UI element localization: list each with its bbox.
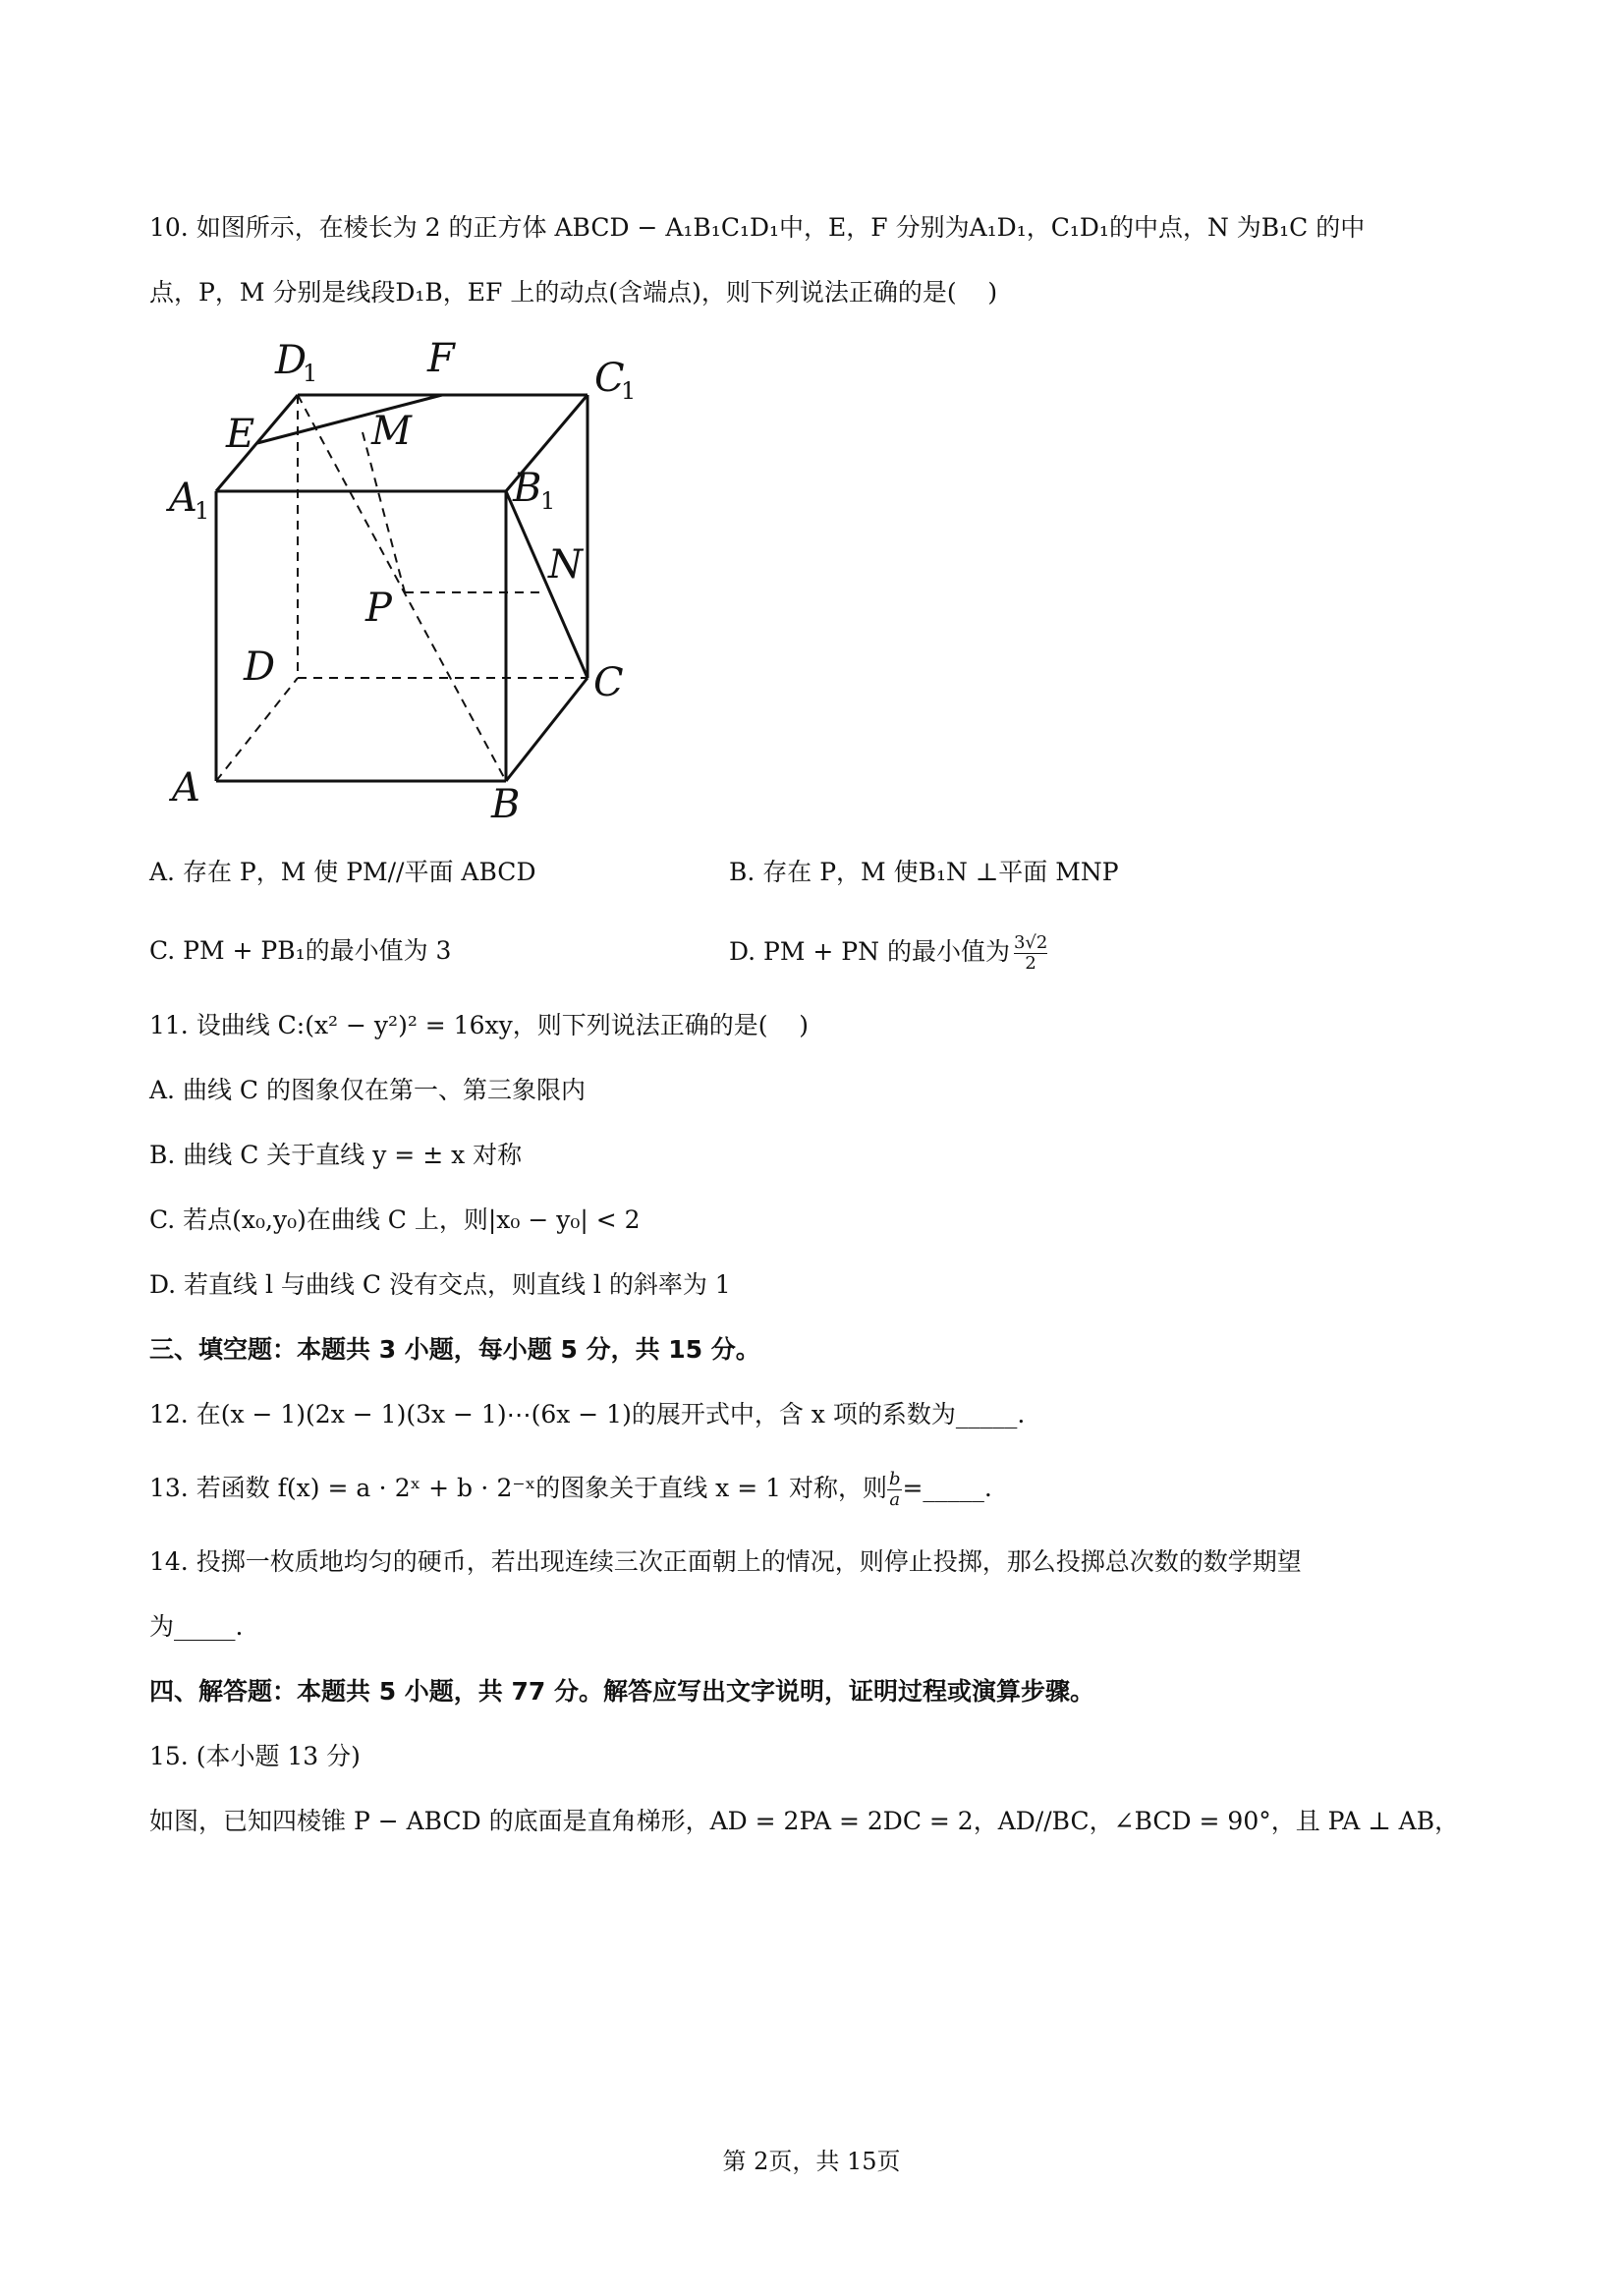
q10-stem-line2: 点，P，M 分别是线段D₁B，EF 上的动点(含端点)，则下列说法正确的是( ) — [149, 278, 998, 307]
label-d1-sub: 1 — [303, 360, 318, 387]
q13-fraction: $\frac{b}{a}$ — [888, 1469, 901, 1510]
label-e: E — [226, 412, 255, 457]
label-d1: D — [275, 338, 308, 383]
q15-header: 15. (本小题 13 分) — [149, 1742, 361, 1770]
q11-option-b: B. 曲线 C 关于直线 y = ± x 对称 — [149, 1141, 523, 1169]
label-b: B — [491, 782, 521, 825]
label-a1: A — [169, 476, 197, 521]
label-p: P — [365, 586, 392, 631]
q11-stem: 11. 设曲线 C:(x² − y²)² = 16xy，则下列说法正确的是( ) — [149, 1011, 810, 1039]
q15-line1: 如图，已知四棱锥 P − ABCD 的底面是直角梯形，AD = 2PA = 2DC = 2，AD//BC，∠BCD = 90°，且 PA ⊥ AB， — [149, 1807, 1460, 1835]
section4-heading: 四、解答题：本题共 5 小题，共 77 分。解答应写出文字说明，证明过程或演算步骤。 — [149, 1677, 1095, 1706]
label-b1-sub: 1 — [540, 487, 556, 515]
label-m: M — [371, 409, 412, 454]
q12: 12. 在(x − 1)(2x − 1)(3x − 1)⋯(6x − 1)的展开式中，含 x 项的系数为_____. — [149, 1400, 1026, 1428]
edge-bc — [506, 678, 588, 781]
cube-figure — [157, 334, 648, 825]
q11-option-a: A. 曲线 C 的图象仅在第一、第三象限内 — [149, 1076, 586, 1104]
q10-option-c: C. PM + PB₁的最小值为 3 — [149, 936, 452, 965]
q10-option-d: D. PM + PN 的最小值为 $\frac{3√2}{2}$ — [729, 932, 1048, 974]
label-c1: C — [594, 356, 625, 401]
page-footer: 第 2页，共 15页 — [722, 2148, 901, 2175]
q11-option-d: D. 若直线 l 与曲线 C 没有交点，则直线 l 的斜率为 1 — [149, 1270, 731, 1299]
label-a1-sub: 1 — [195, 497, 210, 525]
q10-stem-line1: 10. 如图所示，在棱长为 2 的正方体 ABCD − A₁B₁C₁D₁中，E，F 分别为A₁D₁，C₁D₁的中点，N 为B₁C 的中 — [149, 213, 1366, 242]
label-d: D — [244, 644, 276, 690]
q13: 13. 若函数 f(x) = a ⋅ 2ˣ + b ⋅ 2⁻ˣ的图象关于直线 x = 1 对称，则 $\frac{b}{a}$ =_____. — [149, 1469, 992, 1510]
segment-ef — [257, 395, 442, 443]
label-b1: B — [513, 466, 542, 511]
label-n: N — [548, 542, 583, 588]
segment-mp-dashed — [363, 432, 405, 592]
label-f: F — [427, 336, 455, 381]
q14-line1: 14. 投掷一枚质地均匀的硬币，若出现连续三次正面朝上的情况，则停止投掷，那么投掷总次数的数学期望 — [149, 1547, 1302, 1576]
label-a: A — [172, 765, 200, 811]
q10-option-a: A. 存在 P，M 使 PM//平面 ABCD — [149, 858, 536, 886]
label-c: C — [593, 660, 624, 705]
q11-option-c: C. 若点(x₀,y₀)在曲线 C 上，则|x₀ − y₀| < 2 — [149, 1205, 641, 1234]
section3-heading: 三、填空题：本题共 3 小题，每小题 5 分，共 15 分。 — [149, 1335, 760, 1364]
label-c1-sub: 1 — [621, 377, 637, 405]
q10-option-d-fraction: $\frac{3√2}{2}$ — [1013, 932, 1048, 974]
q10-option-b: B. 存在 P，M 使B₁N ⊥平面 MNP — [729, 858, 1119, 886]
q14-line2: 为_____. — [149, 1612, 244, 1641]
edge-ad-dashed — [216, 678, 298, 781]
